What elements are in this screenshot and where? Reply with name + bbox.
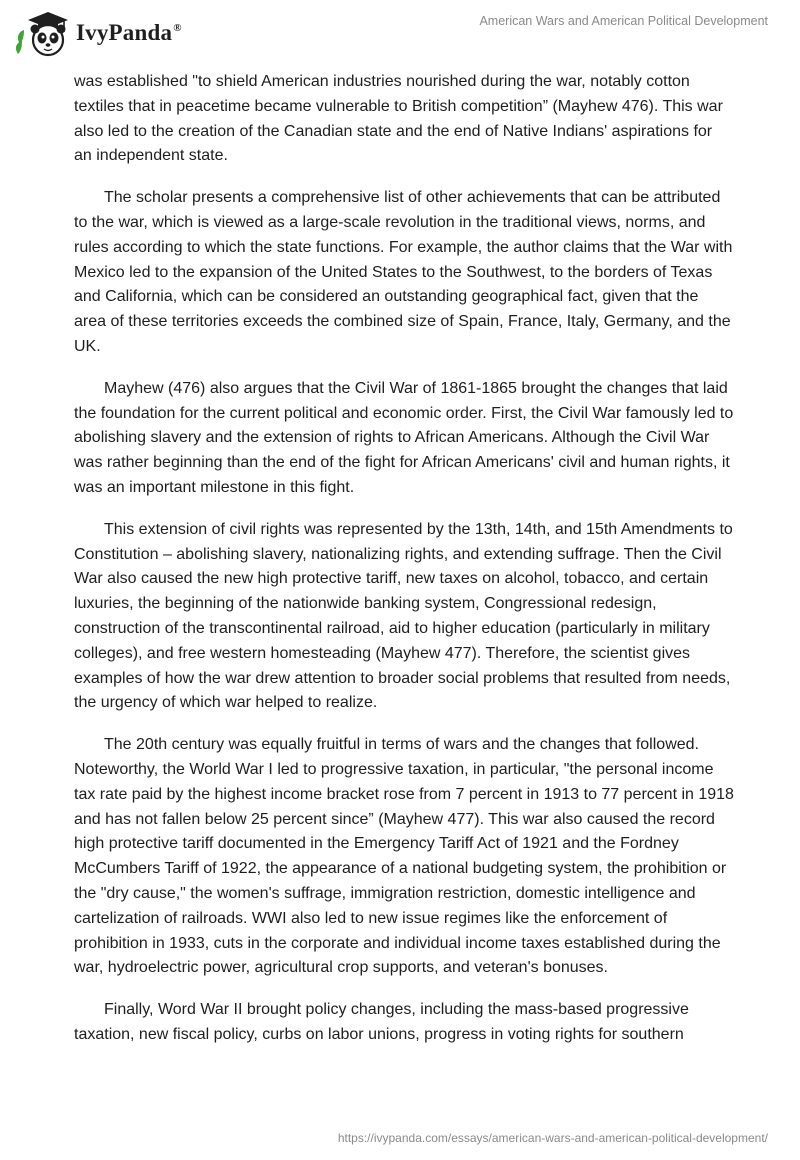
paragraph: This extension of civil rights was represented by the 13th, 14th, and 15th Amendments to Constitution – abolishing slavery, nationalizing rights, and extending suffrage. Then the Civil War also caused the new high protective tariff, new taxes on alcohol, tobacco, and certain luxuries, the beginning of the nationwide banking system, Congressional redesign, construction of the transcontinental railroad, aid to higher education (particularly in military colleges), and free western homesteading (Mayhew 477). Therefore, the scientist gives examples of how the war drew attention to broader social problems that resulted from needs, the urgency of which war helped to realize.: [74, 520, 733, 712]
paragraph: The scholar presents a comprehensive list of other achievements that can be attributed to the war, which is viewed as a large-scale revolution in the traditional views, norms, and rules according to which the state functions. For example, the author claims that the War with Mexico led to the expansion of the United States to the Southwest, to the borders of Texas and California, which can be considered an outstanding geographical fact, given that the area of these territories exceeds the combined size of Spain, France, Italy, Germany, and the UK.: [74, 189, 733, 355]
source-url-link[interactable]: https://ivypanda.com/essays/american-wars-and-american-political-development/: [337, 1131, 768, 1145]
paragraph: The 20th century was equally fruitful in terms of wars and the changes that followed. Noteworthy, the World War I led to progressive taxation, in particular, "the personal income tax rate paid by the highest income bracket rose from 7 percent in 1913 to 77 percent in 1918 and has not fallen below 25 percent since” (Mayhew 477). This war also caused the record high protective tariff documented in the Emergency Tariff Act of 1921 and the Fordney McCumbers Tariff of 1922, the appearance of a national budgeting system, the prohibition or the "dry cause," the women's suffrage, immigration restriction, domestic intelligence and cartelization of railroads. WWI also led to new issue regimes like the enforcement of prohibition in 1933, cuts in the corporate and individual income taxes established during the war, hydroelectric power, agricultural crop supports, and veteran's bonuses.: [74, 736, 734, 977]
panda-logo-icon: [14, 8, 70, 58]
paragraph: Finally, Word War II brought policy changes, including the mass-based progressive taxation, new fiscal policy, curbs on labor unions, progress in voting rights for southern: [74, 1001, 689, 1043]
page-header: [0, 0, 800, 64]
document-title: American Wars and American Political Development: [479, 14, 768, 28]
registered-mark: ®: [173, 22, 182, 35]
paragraph: was established "to shield American industries nourished during the war, notably cotton textiles that in peacetime became vulnerable to British competition” (Mayhew 476). This war also led to the creation of the Canadian state and the end of Native Indians' aspirations for an independent state.: [74, 73, 723, 165]
brand-name: [76, 20, 182, 46]
brand-text: IvyPanda: [76, 20, 173, 45]
essay-body: [74, 70, 734, 1065]
ivypanda-logo[interactable]: [14, 8, 182, 58]
paragraph: Mayhew (476) also argues that the Civil War of 1861-1865 brought the changes that laid the foundation for the current political and economic order. First, the Civil War famously led to abolishing slavery and the extension of rights to African Americans. Although the Civil War was rather beginning than the end of the fight for African Americans' civil and human rights, it was an important milestone in this fight.: [74, 379, 734, 496]
